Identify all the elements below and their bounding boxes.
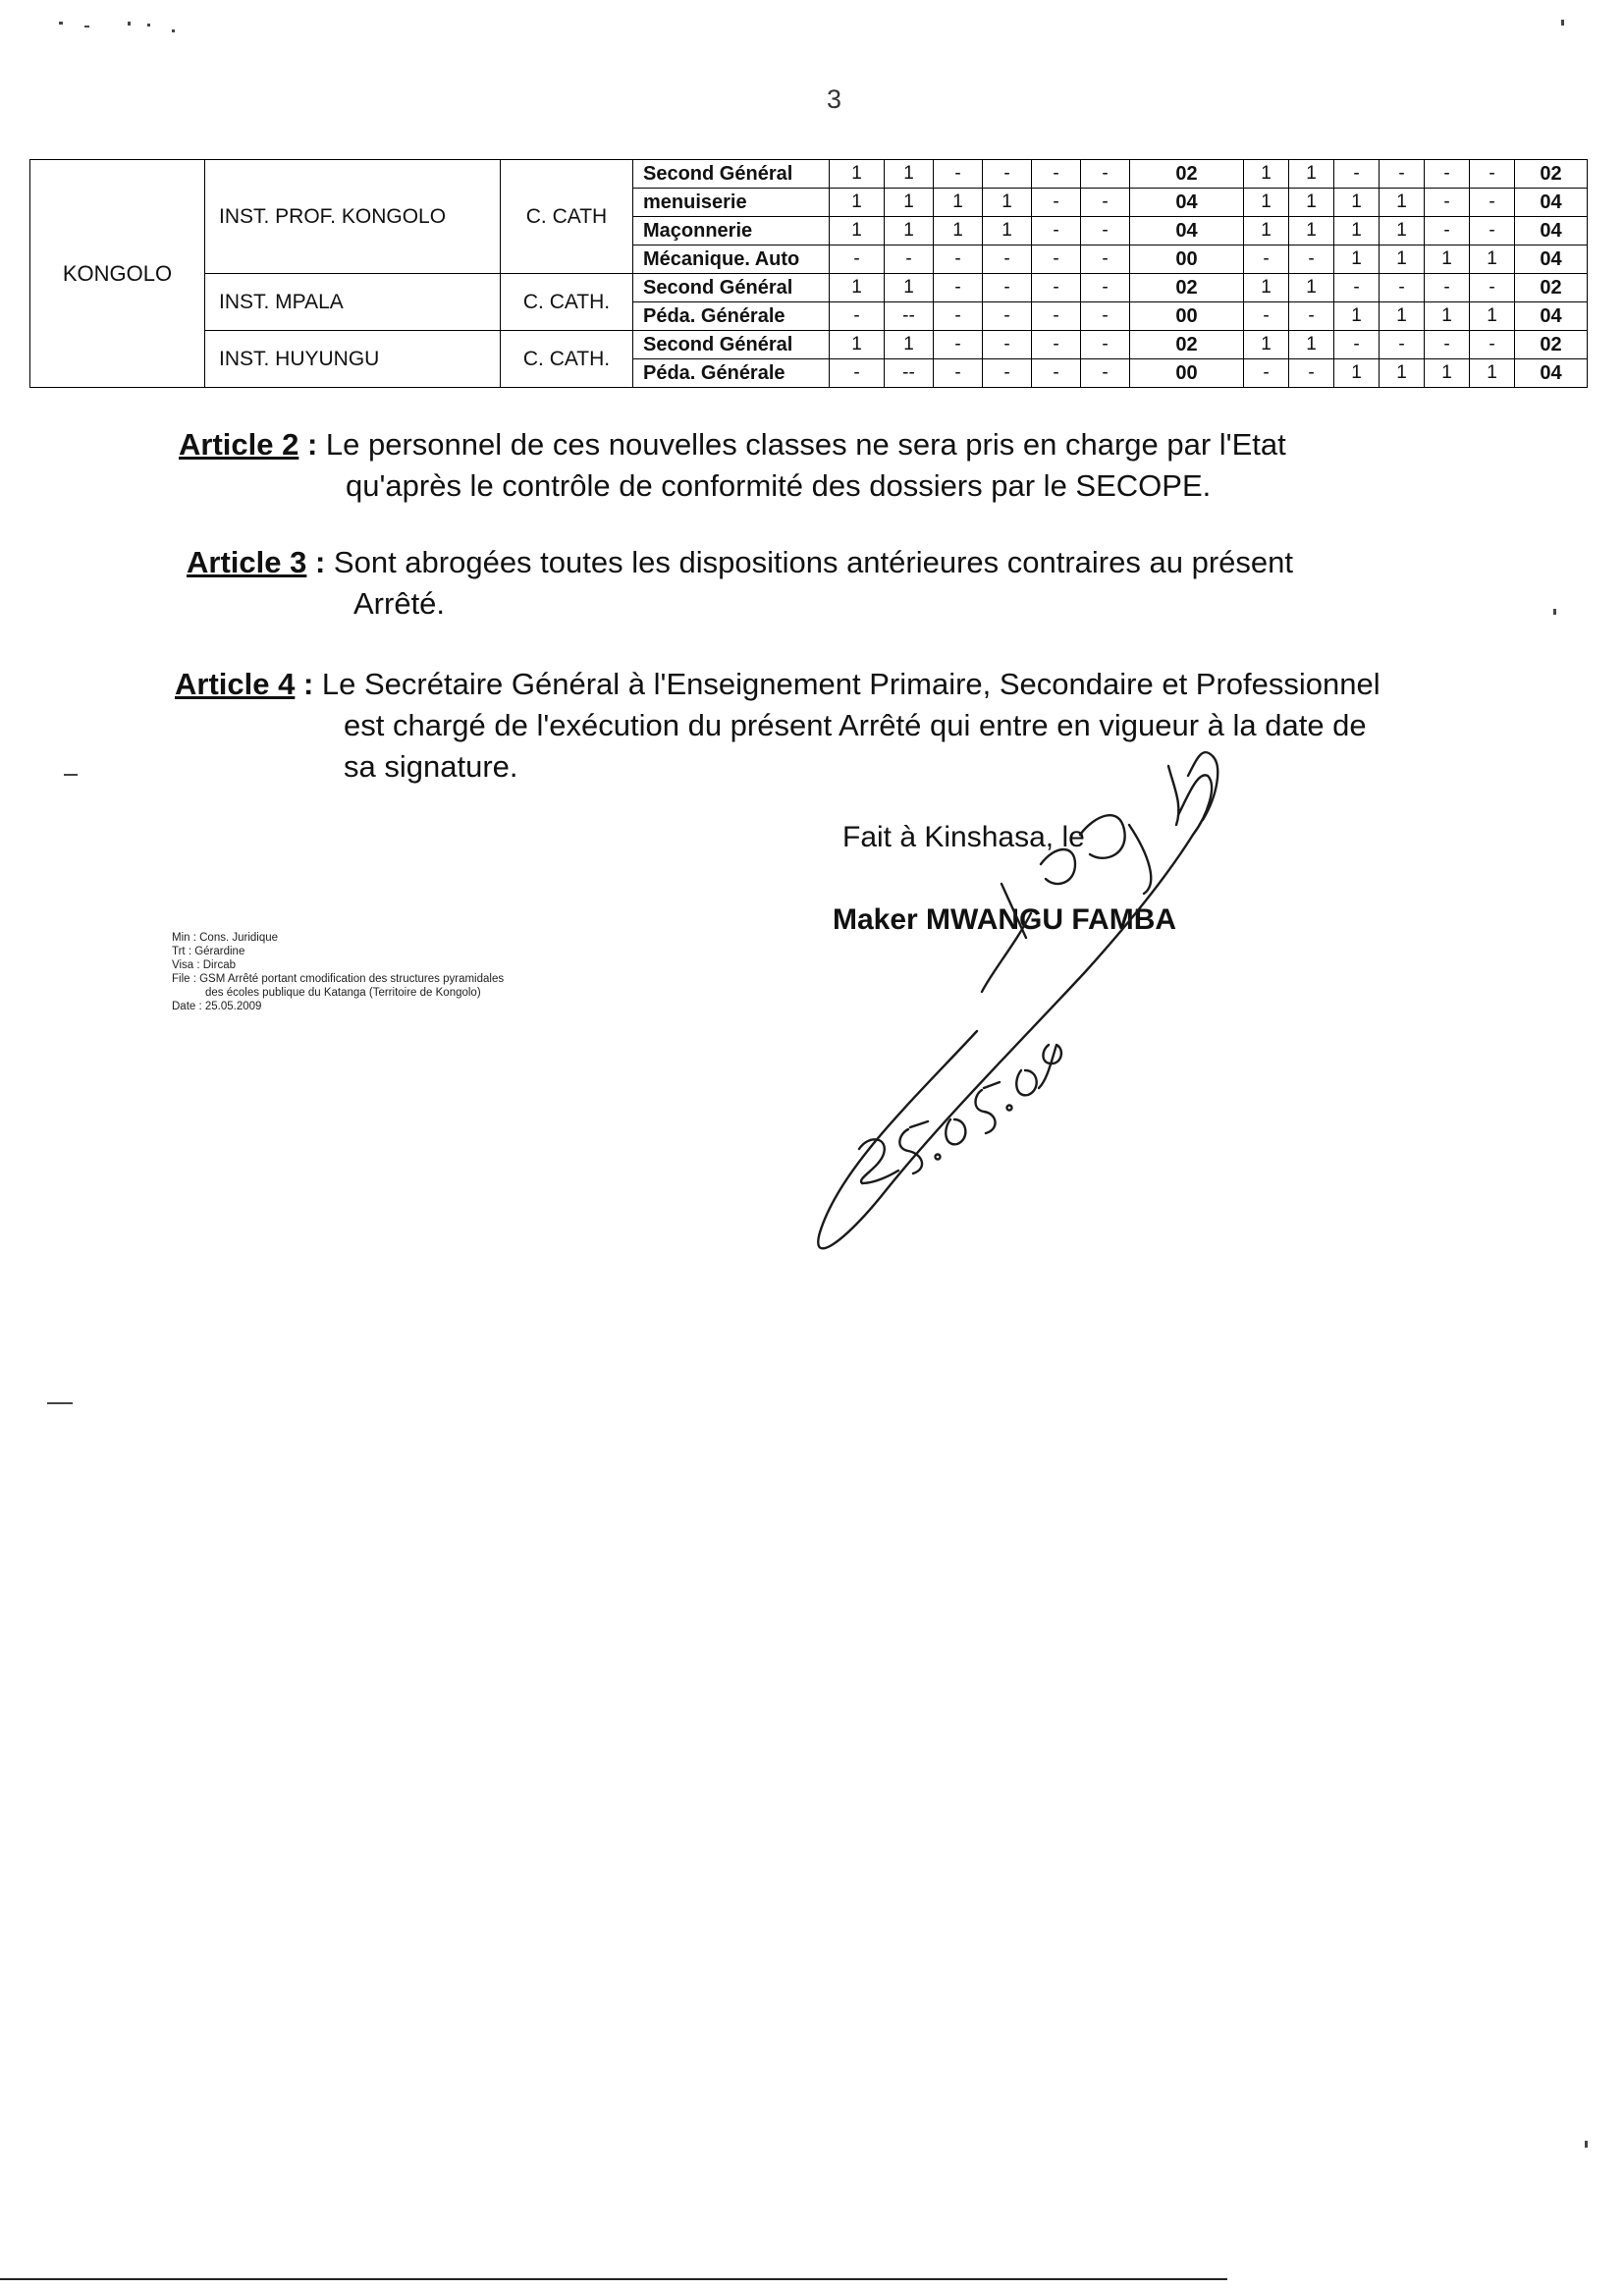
class-count-cell: -: [983, 331, 1032, 359]
class-count-cell: 1: [1380, 217, 1425, 245]
class-count-cell: 1: [830, 274, 885, 302]
class-count-cell: -: [934, 274, 983, 302]
total-cell: 00: [1130, 245, 1244, 274]
territory-cell: KONGOLO: [30, 160, 205, 388]
class-count-cell: -: [830, 302, 885, 331]
class-count-cell: -: [1425, 189, 1470, 217]
class-count-cell: 1: [1334, 217, 1380, 245]
class-count-cell: -: [1425, 217, 1470, 245]
class-count-cell: -: [1081, 189, 1130, 217]
class-count-cell: 1: [1244, 217, 1289, 245]
article-text-line: sa signature.: [344, 749, 518, 784]
class-count-cell: -: [1032, 302, 1081, 331]
class-count-cell: -: [1425, 331, 1470, 359]
article-label: Article 2: [179, 427, 299, 462]
class-count-cell: 1: [983, 217, 1032, 245]
total-cell: 04: [1515, 359, 1588, 388]
school-name: INST. PROF. KONGOLO: [205, 160, 501, 274]
table-row: [30, 274, 1588, 302]
article-3: Article 3 : Sont abrogées toutes les dispositions antérieures contraires au présent Arrêté.: [187, 542, 1293, 625]
class-count-cell: -: [1081, 331, 1130, 359]
option-name: Second Général: [633, 274, 830, 302]
class-count-cell: -: [1470, 217, 1515, 245]
total-cell: 02: [1130, 160, 1244, 189]
class-count-cell: 1: [885, 160, 934, 189]
total-cell: 02: [1515, 331, 1588, 359]
total-cell: 02: [1130, 274, 1244, 302]
class-count-cell: 1: [1425, 245, 1470, 274]
class-count-cell: -: [1334, 331, 1380, 359]
option-name: Second Général: [633, 160, 830, 189]
class-count-cell: 1: [1380, 245, 1425, 274]
school-regime: C. CATH.: [501, 274, 633, 331]
article-text-line: qu'après le contrôle de conformité des dossiers par le SECOPE.: [346, 468, 1212, 503]
total-cell: 02: [1515, 160, 1588, 189]
class-count-cell: 1: [1470, 302, 1515, 331]
ref-trt: Trt : Gérardine: [172, 946, 245, 957]
file-references: [172, 931, 504, 1013]
page-number: 3: [827, 84, 842, 114]
article-label: Article 4: [175, 667, 296, 701]
class-count-cell: -: [1289, 245, 1334, 274]
class-count-cell: 1: [1380, 189, 1425, 217]
class-count-cell: 1: [830, 331, 885, 359]
class-count-cell: -: [934, 359, 983, 388]
class-count-cell: 1: [1380, 359, 1425, 388]
class-count-cell: -: [1470, 189, 1515, 217]
class-count-cell: 1: [983, 189, 1032, 217]
school-name: INST. MPALA: [205, 274, 501, 331]
class-count-cell: -: [1425, 160, 1470, 189]
class-count-cell: 1: [1244, 331, 1289, 359]
class-count-cell: -: [983, 274, 1032, 302]
class-count-cell: -: [1380, 160, 1425, 189]
class-count-cell: 1: [1334, 245, 1380, 274]
option-name: menuiserie: [633, 189, 830, 217]
class-count-cell: -: [1032, 245, 1081, 274]
class-count-cell: 1: [830, 189, 885, 217]
class-count-cell: -: [934, 160, 983, 189]
class-count-cell: -: [983, 160, 1032, 189]
class-count-cell: -: [1470, 331, 1515, 359]
class-count-cell: 1: [1289, 217, 1334, 245]
article-text-line: Le Secrétaire Général à l'Enseignement Primaire, Secondaire et Professionnel: [321, 667, 1380, 701]
class-count-cell: 1: [830, 217, 885, 245]
class-count-cell: 1: [1334, 189, 1380, 217]
class-count-cell: -: [1380, 274, 1425, 302]
class-count-cell: -: [1032, 217, 1081, 245]
article-text-line: Le personnel de ces nouvelles classes ne sera pris en charge par l'Etat: [325, 427, 1286, 462]
total-cell: 04: [1515, 189, 1588, 217]
class-count-cell: 1: [885, 217, 934, 245]
class-count-cell: -: [830, 359, 885, 388]
class-count-cell: -: [1244, 245, 1289, 274]
class-count-cell: -: [983, 302, 1032, 331]
total-cell: 02: [1515, 274, 1588, 302]
class-count-cell: -: [1032, 359, 1081, 388]
class-count-cell: 1: [1425, 359, 1470, 388]
class-count-cell: -: [1081, 274, 1130, 302]
class-count-cell: -: [1032, 189, 1081, 217]
ref-min: Min : Cons. Juridique: [172, 932, 279, 944]
article-2: Article 2 : Le personnel de ces nouvelles classes ne sera pris en charge par l'Etat qu'après le contrôle de conformité des dossiers par le SECOPE.: [179, 424, 1286, 507]
class-count-cell: -: [934, 245, 983, 274]
class-count-cell: -: [1081, 302, 1130, 331]
class-count-cell: -: [1334, 160, 1380, 189]
article-text-line: Arrêté.: [353, 586, 446, 621]
option-name: Péda. Générale: [633, 302, 830, 331]
table-row: [30, 160, 1588, 189]
class-count-cell: -: [1244, 302, 1289, 331]
total-cell: 04: [1515, 217, 1588, 245]
total-cell: 04: [1130, 189, 1244, 217]
class-count-cell: 1: [1334, 302, 1380, 331]
school-name: INST. HUYUNGU: [205, 331, 501, 388]
class-count-cell: -: [1032, 274, 1081, 302]
option-name: Maçonnerie: [633, 217, 830, 245]
class-count-cell: 1: [1470, 359, 1515, 388]
article-4: Article 4 : Le Secrétaire Général à l'Enseignement Primaire, Secondaire et Professionnel est chargé de l'exécution du présent Arrêté qui entre en vigueur à la date de sa signature.: [175, 664, 1380, 788]
class-count-cell: -: [1334, 274, 1380, 302]
school-regime: C. CATH: [501, 160, 633, 274]
class-count-cell: 1: [1289, 274, 1334, 302]
total-cell: 02: [1130, 331, 1244, 359]
class-count-cell: 1: [885, 331, 934, 359]
school-structure-table: [29, 159, 1588, 388]
class-count-cell: 1: [885, 274, 934, 302]
article-label: Article 3: [187, 545, 307, 579]
total-cell: 00: [1130, 302, 1244, 331]
class-count-cell: 1: [1289, 331, 1334, 359]
class-count-cell: 1: [1244, 274, 1289, 302]
class-count-cell: -: [1032, 331, 1081, 359]
class-count-cell: -: [1470, 274, 1515, 302]
ref-date: Date : 25.05.2009: [172, 1001, 262, 1012]
class-count-cell: 1: [934, 217, 983, 245]
class-count-cell: -: [1081, 245, 1130, 274]
class-count-cell: 1: [1289, 189, 1334, 217]
class-count-cell: --: [885, 359, 934, 388]
ref-file: File : GSM Arrêté portant cmodification des structures pyramidales: [172, 973, 505, 985]
ref-visa: Visa : Dircab: [172, 959, 236, 971]
class-count-cell: -: [1380, 331, 1425, 359]
option-name: Second Général: [633, 331, 830, 359]
class-count-cell: -: [983, 245, 1032, 274]
class-count-cell: -: [885, 245, 934, 274]
class-count-cell: 1: [934, 189, 983, 217]
class-count-cell: -: [1081, 160, 1130, 189]
place-date-line: Fait à Kinshasa, le: [842, 821, 1085, 853]
class-count-cell: 1: [1334, 359, 1380, 388]
total-cell: 04: [1515, 245, 1588, 274]
total-cell: 04: [1130, 217, 1244, 245]
class-count-cell: 1: [1380, 302, 1425, 331]
class-count-cell: -: [1470, 160, 1515, 189]
total-cell: 04: [1515, 302, 1588, 331]
class-count-cell: 1: [1425, 302, 1470, 331]
article-text-line: Sont abrogées toutes les dispositions antérieures contraires au présent: [333, 545, 1293, 579]
option-name: Péda. Générale: [633, 359, 830, 388]
class-count-cell: 1: [1244, 160, 1289, 189]
class-count-cell: -: [983, 359, 1032, 388]
table-row: [30, 331, 1588, 359]
class-count-cell: -: [1244, 359, 1289, 388]
class-count-cell: -: [1032, 160, 1081, 189]
option-name: Mécanique. Auto: [633, 245, 830, 274]
signer-name: Maker MWANGU FAMBA: [833, 903, 1177, 936]
ref-file-cont: des écoles publique du Katanga (Territoire de Kongolo): [205, 987, 481, 999]
class-count-cell: 1: [1470, 245, 1515, 274]
class-count-cell: 1: [1244, 189, 1289, 217]
bottom-rule: [0, 2278, 1227, 2280]
class-count-cell: -: [1081, 217, 1130, 245]
class-count-cell: -: [1425, 274, 1470, 302]
class-count-cell: -: [1081, 359, 1130, 388]
class-count-cell: 1: [830, 160, 885, 189]
class-count-cell: 1: [1289, 160, 1334, 189]
class-count-cell: -: [934, 331, 983, 359]
class-count-cell: --: [885, 302, 934, 331]
school-regime: C. CATH.: [501, 331, 633, 388]
total-cell: 00: [1130, 359, 1244, 388]
class-count-cell: -: [830, 245, 885, 274]
class-count-cell: -: [934, 302, 983, 331]
class-count-cell: 1: [885, 189, 934, 217]
class-count-cell: -: [1289, 359, 1334, 388]
class-count-cell: -: [1289, 302, 1334, 331]
article-text-line: est chargé de l'exécution du présent Arrêté qui entre en vigueur à la date de: [344, 708, 1367, 742]
